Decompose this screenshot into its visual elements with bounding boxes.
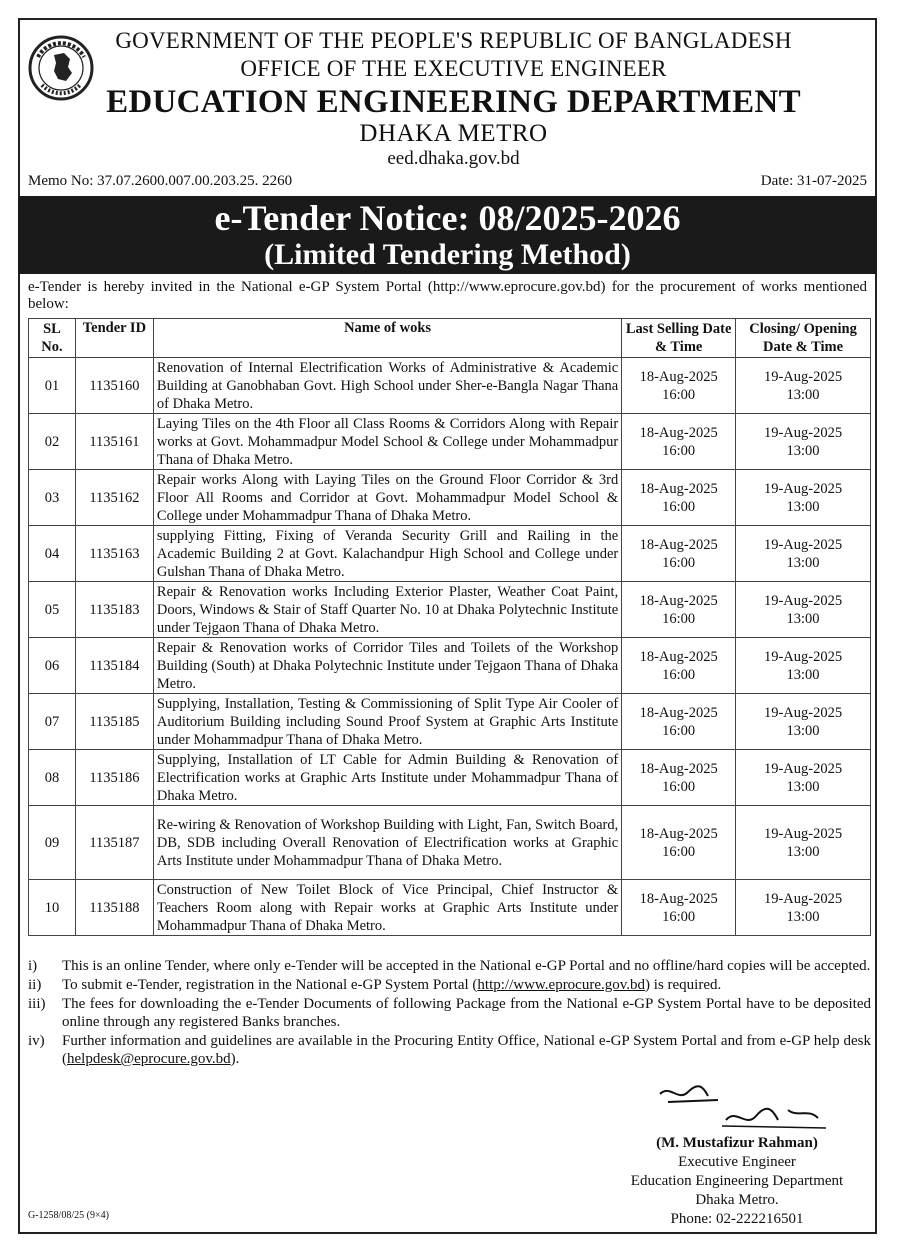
note-item: ii) To submit e-Tender, registration in the National e-GP System Portal (http://www.eprocure.gov.bd) is required. (28, 977, 722, 993)
cell-tender-id: 1135188 (75, 880, 153, 936)
table-row (29, 638, 871, 694)
table-row (29, 806, 871, 880)
eprocure-link[interactable]: http://www.eprocure.gov.bd (477, 977, 646, 993)
cell-sl: 04 (29, 526, 76, 582)
cell-sl: 08 (29, 750, 76, 806)
cell-sl: 10 (29, 880, 76, 936)
cell-closing: 19-Aug-2025 13:00 (736, 582, 871, 638)
col-header-last-selling: Last Selling Date & Time (622, 319, 736, 358)
table-row (29, 582, 871, 638)
handwritten-signature (648, 1080, 828, 1135)
cell-work-name: Supplying, Installation of LT Cable for Admin Building & Renovation of Electrification works at Graphic Arts Institute under Mohammadpur Thana of Dhaka Metro. (153, 750, 621, 806)
notice-subtitle: (Limited Tendering Method) (264, 238, 631, 271)
cell-closing: 19-Aug-2025 13:00 (736, 526, 871, 582)
memo-number: Memo No: 37.07.2600.007.00.203.25. 2260 (28, 173, 293, 189)
signatory-location: Dhaka Metro. (695, 1192, 779, 1208)
helpdesk-email-link[interactable]: helpdesk@eprocure.gov.bd (67, 1051, 231, 1067)
header-location: DHAKA METRO (359, 120, 548, 147)
cell-work-name: Repair works Along with Laying Tiles on the Ground Floor Corridor & 3rd Floor All Rooms and Corridor at Govt. Mohammadpur Model School & College under Mohammadpur Thana of Dhaka Metro. (153, 470, 621, 526)
signatory-department: Education Engineering Department (630, 1173, 844, 1189)
cell-sl: 03 (29, 470, 76, 526)
cell-work-name: Repair & Renovation works Including Exterior Plaster, Weather Coat Paint, Doors, Windows & Stair of Staff Quarter No. 10 at Dhaka Polytechnic Institute under Tejgaon Thana of Dhaka Metro. (153, 582, 621, 638)
table-row (29, 470, 871, 526)
cell-closing: 19-Aug-2025 13:00 (736, 750, 871, 806)
header-department: EDUCATION ENGINEERING DEPARTMENT (106, 84, 801, 120)
header-office: OFFICE OF THE EXECUTIVE ENGINEER (240, 56, 667, 81)
table-row (29, 358, 871, 414)
col-header-name: Name of woks (153, 319, 621, 358)
cell-last-selling: 18-Aug-2025 16:00 (622, 582, 736, 638)
cell-closing: 19-Aug-2025 13:00 (736, 414, 871, 470)
cell-work-name: supplying Fitting, Fixing of Veranda Security Grill and Railing in the Academic Building 2 at Govt. Kalachandpur High School and College under Gulshan Thana of Dhaka Metro. (153, 526, 621, 582)
cell-closing: 19-Aug-2025 13:00 (736, 358, 871, 414)
cell-sl: 09 (29, 806, 76, 880)
col-header-sl: SL No. (29, 319, 76, 358)
table-row (29, 750, 871, 806)
table-row (29, 694, 871, 750)
cell-closing: 19-Aug-2025 13:00 (736, 638, 871, 694)
cell-tender-id: 1135162 (75, 470, 153, 526)
cell-tender-id: 1135185 (75, 694, 153, 750)
note-item: i) This is an online Tender, where only e-Tender will be accepted in the National e-GP Portal and no offline/hard copies will be accepted. (28, 958, 871, 974)
notice-date: Date: 31-07-2025 (760, 173, 867, 189)
cell-sl: 05 (29, 582, 76, 638)
cell-sl: 06 (29, 638, 76, 694)
cropped-top-text (0, 0, 907, 10)
cell-last-selling: 18-Aug-2025 16:00 (622, 880, 736, 936)
cell-tender-id: 1135163 (75, 526, 153, 582)
cell-last-selling: 18-Aug-2025 16:00 (622, 806, 736, 880)
cell-tender-id: 1135187 (75, 806, 153, 880)
cell-tender-id: 1135183 (75, 582, 153, 638)
signatory-title: Executive Engineer (678, 1154, 796, 1170)
cell-last-selling: 18-Aug-2025 16:00 (622, 750, 736, 806)
cell-closing: 19-Aug-2025 13:00 (736, 880, 871, 936)
title-banner (18, 196, 877, 274)
cell-last-selling: 18-Aug-2025 16:00 (622, 526, 736, 582)
cell-last-selling: 18-Aug-2025 16:00 (622, 414, 736, 470)
header-government: GOVERNMENT OF THE PEOPLE'S REPUBLIC OF BANGLADESH (115, 28, 792, 53)
footer-code: G-1258/08/25 (9×4) (28, 1210, 109, 1221)
cell-tender-id: 1135186 (75, 750, 153, 806)
cell-sl: 01 (29, 358, 76, 414)
cell-tender-id: 1135160 (75, 358, 153, 414)
table-row (29, 526, 871, 582)
cell-last-selling: 18-Aug-2025 16:00 (622, 470, 736, 526)
cell-work-name: Laying Tiles on the 4th Floor all Class Rooms & Corridors Along with Repair works at Govt. Mohammadpur Model School & College under Mohammadpur Thana of Dhaka Metro. (153, 414, 621, 470)
header-website: eed.dhaka.gov.bd (387, 148, 520, 169)
cell-sl: 07 (29, 694, 76, 750)
cell-tender-id: 1135161 (75, 414, 153, 470)
cell-closing: 19-Aug-2025 13:00 (736, 806, 871, 880)
cell-work-name: Repair & Renovation works of Corridor Tiles and Toilets of the Workshop Building (South) at Dhaka Polytechnic Institute under Tejgaon Thana of Dhaka Metro. (153, 638, 621, 694)
signatory-name: (M. Mustafizur Rahman) (656, 1135, 818, 1151)
intro-paragraph: e-Tender is hereby invited in the National e-GP System Portal (http://www.eprocure.gov.bd) for the procurement of works mentioned below: (28, 279, 867, 312)
cell-work-name: Supplying, Installation, Testing & Commissioning of Split Type Air Cooler of Auditorium Building including Sound Proof System at Graphic Arts Institute under Mohammadpur Thana of Dhaka Metro. (153, 694, 621, 750)
cell-closing: 19-Aug-2025 13:00 (736, 470, 871, 526)
cell-last-selling: 18-Aug-2025 16:00 (622, 638, 736, 694)
signatory-block (607, 1134, 867, 1229)
table-row (29, 880, 871, 936)
cell-sl: 02 (29, 414, 76, 470)
notes-list (28, 957, 871, 1069)
col-header-closing: Closing/ Opening Date & Time (736, 319, 871, 358)
note-item: iii) The fees for downloading the e-Tender Documents of following Package from the National e-GP System Portal have to be deposited online through any registered Banks branches. (28, 996, 871, 1030)
cell-last-selling: 18-Aug-2025 16:00 (622, 694, 736, 750)
table-row (29, 414, 871, 470)
cell-tender-id: 1135184 (75, 638, 153, 694)
col-header-tender-id: Tender ID (75, 319, 153, 358)
cell-work-name: Renovation of Internal Electrification Works of Administrative & Academic Building at Ganobhaban Govt. High School under Sher-e-Bangla Nagar Thana of Dhaka Metro. (153, 358, 621, 414)
notice-title: e-Tender Notice: 08/2025-2026 (214, 198, 681, 238)
cell-last-selling: 18-Aug-2025 16:00 (622, 358, 736, 414)
cell-work-name: Construction of New Toilet Block of Vice Principal, Chief Instructor & Teachers Room along with Repair works at Graphic Arts Institute under Mohammadpur Thana of Dhaka Metro. (153, 880, 621, 936)
note-item: iv) Further information and guidelines are available in the Procuring Entity Office, National e-GP System Portal and from e-GP help desk (helpdesk@eprocure.gov.bd). (28, 1033, 871, 1067)
table-header-row (29, 319, 871, 358)
tender-table (28, 318, 871, 936)
cell-work-name: Re-wiring & Renovation of Workshop Building with Light, Fan, Switch Board, DB, SDB including Overall Renovation of Electrification works at Graphic Arts Institute under Mohammadpur Thana of Dhaka Metro. (153, 806, 621, 880)
cell-closing: 19-Aug-2025 13:00 (736, 694, 871, 750)
signatory-phone: Phone: 02-222216501 (670, 1211, 804, 1227)
